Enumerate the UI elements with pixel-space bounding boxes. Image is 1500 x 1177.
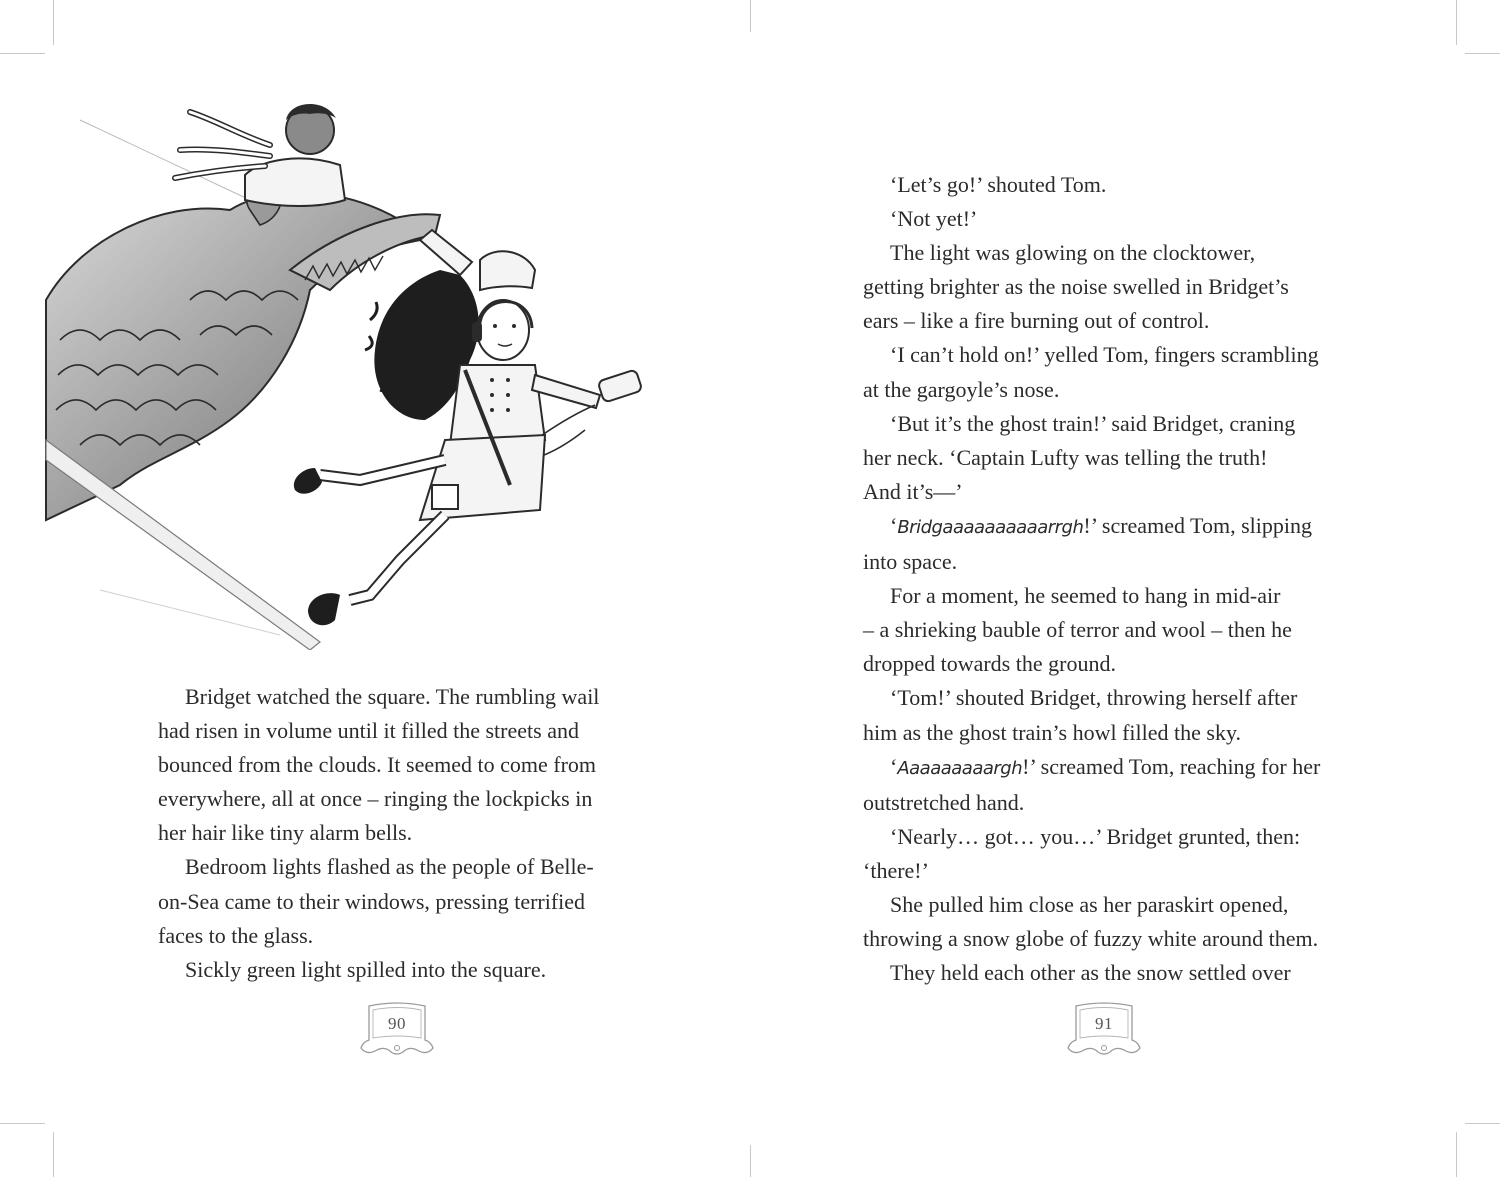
right-page-body-text — [863, 168, 1353, 990]
text-segment: ‘ — [890, 753, 898, 779]
page-number-ornament-right — [1066, 1000, 1142, 1058]
text-segment: ‘Let’s go!’ shouted Tom. — [890, 172, 1107, 197]
text-line — [863, 270, 1353, 304]
text-segment: at the gargoyle’s nose. — [863, 376, 1060, 402]
text-line — [863, 681, 1353, 715]
stylized-scream-text: Aaaaaaaaargh — [897, 757, 1023, 779]
crop-mark-top-right-h — [1465, 53, 1500, 54]
text-segment: ‘But it’s the ghost train!’ said Bridget, craning — [890, 410, 1296, 436]
text-segment: ‘Not yet!’ — [890, 206, 978, 232]
gargoyle-flight-illustration-icon — [40, 90, 660, 650]
text-segment: him as the ghost train’s howl filled the sky. — [863, 719, 1242, 745]
text-line — [158, 885, 638, 919]
text-segment: throwing a snow globe of fuzzy white around them. — [863, 926, 1319, 952]
text-line — [863, 441, 1353, 475]
text-segment: ‘Tom!’ shouted Bridget, throwing herself after — [890, 685, 1298, 711]
text-segment: She pulled him close as her paraskirt opened, — [890, 891, 1289, 917]
text-segment: ‘I can’t hold on!’ yelled Tom, fingers scrambling — [890, 342, 1319, 368]
text-line — [863, 579, 1353, 613]
text-segment: on-Sea came to their windows, pressing terrified — [158, 888, 586, 914]
text-segment: ‘Nearly… got… you…’ Bridget grunted, then: — [890, 823, 1301, 849]
crop-mark-top-center — [750, 0, 751, 32]
text-line — [863, 716, 1353, 750]
text-line — [158, 919, 638, 953]
stylized-scream-text: Bridgaaaaaaaaaarrgh — [897, 516, 1084, 538]
text-segment: The light was glowing on the clocktower, — [890, 240, 1256, 266]
text-segment: had risen in volume until it filled the streets and — [158, 718, 579, 744]
text-segment: dropped towards the ground. — [863, 651, 1116, 677]
text-line — [863, 304, 1353, 338]
text-segment: Bedroom lights flashed as the people of Belle- — [185, 854, 594, 880]
text-line — [863, 820, 1353, 854]
text-line — [863, 168, 1353, 202]
text-segment: ‘there!’ — [863, 857, 929, 883]
text-line — [863, 922, 1353, 956]
crop-mark-bottom-right-h — [1465, 1123, 1500, 1124]
crop-mark-top-right-v — [1456, 0, 1457, 45]
text-segment: !’ screamed Tom, reaching for her — [1022, 753, 1321, 779]
text-segment: – a shrieking bauble of terror and wool – then he — [863, 617, 1292, 643]
text-line — [863, 750, 1353, 786]
page-number-ornament-left — [359, 1000, 435, 1058]
text-line — [863, 202, 1353, 236]
text-line — [863, 888, 1353, 922]
text-segment: her hair like tiny alarm bells. — [158, 820, 413, 846]
text-line — [158, 850, 638, 884]
left-page-body-text — [158, 680, 638, 987]
text-line — [158, 680, 638, 714]
text-line — [158, 748, 638, 782]
text-segment: !’ screamed Tom, slipping — [1083, 512, 1312, 538]
text-line — [158, 953, 638, 987]
crop-mark-bottom-right-v — [1456, 1132, 1457, 1177]
text-line — [863, 373, 1353, 407]
crop-mark-bottom-left-v — [53, 1132, 54, 1177]
text-line — [863, 475, 1353, 509]
text-line — [158, 714, 638, 748]
text-segment: bounced from the clouds. It seemed to come from — [158, 752, 597, 778]
text-line — [158, 782, 638, 816]
text-segment: faces to the glass. — [158, 922, 314, 948]
text-line — [863, 407, 1353, 441]
text-line — [863, 545, 1353, 579]
text-segment: into space. — [863, 549, 958, 575]
text-line — [158, 816, 638, 850]
crop-mark-top-left-v — [53, 0, 54, 45]
text-segment: Bridget watched the square. The rumbling wail — [185, 684, 600, 709]
text-segment: everywhere, all at once – ringing the lockpicks in — [158, 786, 593, 812]
text-segment: ‘ — [890, 512, 898, 538]
page-number-left: 90 — [388, 1014, 406, 1033]
text-line — [863, 509, 1353, 545]
text-line — [863, 786, 1353, 820]
crop-mark-top-left-h — [0, 53, 45, 54]
text-line — [863, 956, 1353, 990]
text-segment: For a moment, he seemed to hang in mid-air — [890, 583, 1281, 609]
text-line — [863, 854, 1353, 888]
text-line — [863, 236, 1353, 270]
text-line — [863, 338, 1353, 372]
page-number-right: 91 — [1095, 1014, 1113, 1033]
text-line — [863, 647, 1353, 681]
text-line — [863, 613, 1353, 647]
text-segment: outstretched hand. — [863, 789, 1025, 815]
text-segment: ears – like a fire burning out of control. — [863, 308, 1210, 334]
crop-mark-bottom-left-h — [0, 1123, 45, 1124]
crop-mark-bottom-center — [750, 1145, 751, 1177]
text-segment: her neck. ‘Captain Lufty was telling the truth! — [863, 444, 1268, 470]
text-segment: getting brighter as the noise swelled in Bridget’s — [863, 274, 1289, 300]
text-segment: They held each other as the snow settled over — [890, 960, 1291, 986]
text-segment: Sickly green light spilled into the square. — [185, 956, 547, 982]
text-segment: And it’s—’ — [863, 478, 963, 504]
